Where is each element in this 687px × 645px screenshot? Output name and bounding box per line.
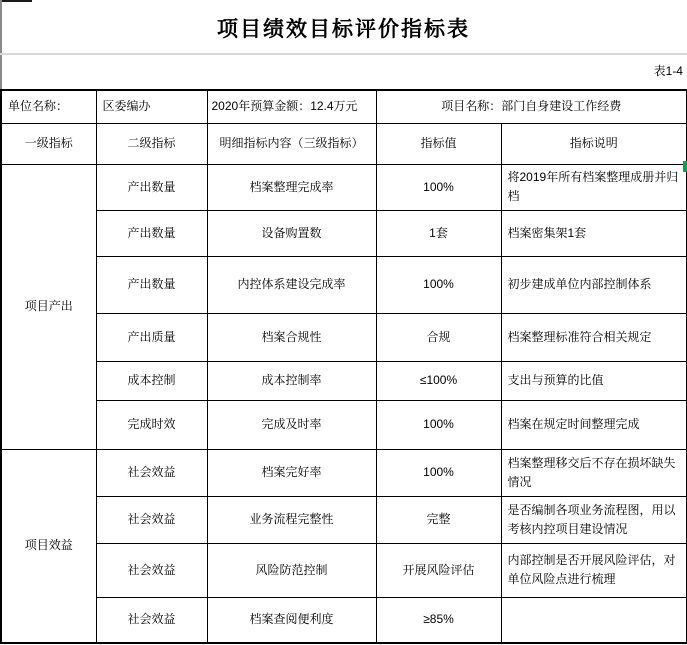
- window-edge-top: [0, 0, 32, 2]
- level2-indicator-cell: 成本控制: [96, 361, 207, 400]
- detail-indicator-cell: 设备购置数: [207, 210, 376, 256]
- table-row: [1, 313, 687, 361]
- header-cell: 指标值: [376, 123, 501, 164]
- detail-indicator-cell: 成本控制率: [207, 361, 376, 400]
- indicator-note-cell: 档案整理标准符合相关规定: [501, 313, 687, 361]
- budget-cell: 2020年预算金额：12.4万元: [207, 90, 376, 123]
- indicator-value-cell: 开展风险评估: [376, 543, 501, 597]
- level2-indicator-cell: 产出数量: [96, 164, 207, 210]
- detail-indicator-cell: 档案查阅便利度: [207, 597, 376, 643]
- table-row: [1, 543, 687, 597]
- indicator-note-cell: 初步建成单位内部控制体系: [501, 256, 687, 313]
- indicator-value-cell: ≥85%: [376, 597, 501, 643]
- detail-indicator-cell: 档案完好率: [207, 449, 376, 496]
- title-divider: [0, 53, 687, 55]
- indicator-value-cell: 100%: [376, 256, 501, 313]
- header-cell: 指标说明: [501, 123, 687, 164]
- detail-indicator-cell: 档案整理完成率: [207, 164, 376, 210]
- table-row: [1, 496, 687, 543]
- unit-label-cell: 单位名称：: [1, 90, 96, 123]
- header-cell: 明细指标内容（三级指标）: [207, 123, 376, 164]
- page-title: 项目绩效目标评价指标表: [217, 18, 470, 41]
- indicator-note-cell: 支出与预算的比值: [501, 361, 687, 400]
- table-row: [1, 449, 687, 496]
- unit-value-cell: 区委编办: [96, 90, 207, 123]
- indicator-table: [0, 89, 687, 644]
- table-row: [1, 597, 687, 643]
- indicator-note-cell: 内部控制是否开展风险评估，对单位风险点进行梳理: [501, 543, 687, 597]
- indicator-note-cell: 是否编制各项业务流程图，用以考核内控项目建设情况: [501, 496, 687, 543]
- detail-indicator-cell: 风险防范控制: [207, 543, 376, 597]
- detail-indicator-cell: 业务流程完整性: [207, 496, 376, 543]
- indicator-note-cell: 档案密集架1套: [501, 210, 687, 256]
- level2-indicator-cell: 社会效益: [96, 597, 207, 643]
- indicator-note-cell: 将2019年所有档案整理成册并归档: [501, 164, 687, 210]
- level2-indicator-cell: 社会效益: [96, 496, 207, 543]
- level2-indicator-cell: 社会效益: [96, 543, 207, 597]
- indicator-value-cell: 1套: [376, 210, 501, 256]
- detail-indicator-cell: 完成及时率: [207, 400, 376, 449]
- header-cell: 二级指标: [96, 123, 207, 164]
- indicator-note-cell: [501, 597, 687, 643]
- level2-indicator-cell: 完成时效: [96, 400, 207, 449]
- project-name-cell: 项目名称：部门自身建设工作经费: [376, 90, 687, 123]
- detail-indicator-cell: 内控体系建设完成率: [207, 256, 376, 313]
- table-row: [1, 164, 687, 210]
- level2-indicator-cell: 产出质量: [96, 313, 207, 361]
- table-number-label: 表1-4: [653, 64, 683, 78]
- header-cell: 一级指标: [1, 123, 96, 164]
- indicator-value-cell: 100%: [376, 400, 501, 449]
- level2-indicator-cell: 社会效益: [96, 449, 207, 496]
- level1-indicator-cell: 项目效益: [1, 449, 96, 643]
- header-row: [1, 123, 687, 164]
- level2-indicator-cell: 产出数量: [96, 256, 207, 313]
- indicator-value-cell: 100%: [376, 449, 501, 496]
- table-row: [1, 256, 687, 313]
- indicator-note-cell: 档案在规定时间整理完成: [501, 400, 687, 449]
- level2-indicator-cell: 产出数量: [96, 210, 207, 256]
- indicator-note-cell: 档案整理移交后不存在损坏缺失情况: [501, 449, 687, 496]
- cell-flag-marker: [683, 161, 687, 172]
- table-row: [1, 400, 687, 449]
- level1-indicator-cell: 项目产出: [1, 164, 96, 449]
- indicator-value-cell: ≤100%: [376, 361, 501, 400]
- detail-indicator-cell: 档案合规性: [207, 313, 376, 361]
- info-row: [1, 90, 687, 123]
- table-row: [1, 361, 687, 400]
- indicator-value-cell: 完整: [376, 496, 501, 543]
- table-row: [1, 210, 687, 256]
- indicator-value-cell: 100%: [376, 164, 501, 210]
- indicator-value-cell: 合规: [376, 313, 501, 361]
